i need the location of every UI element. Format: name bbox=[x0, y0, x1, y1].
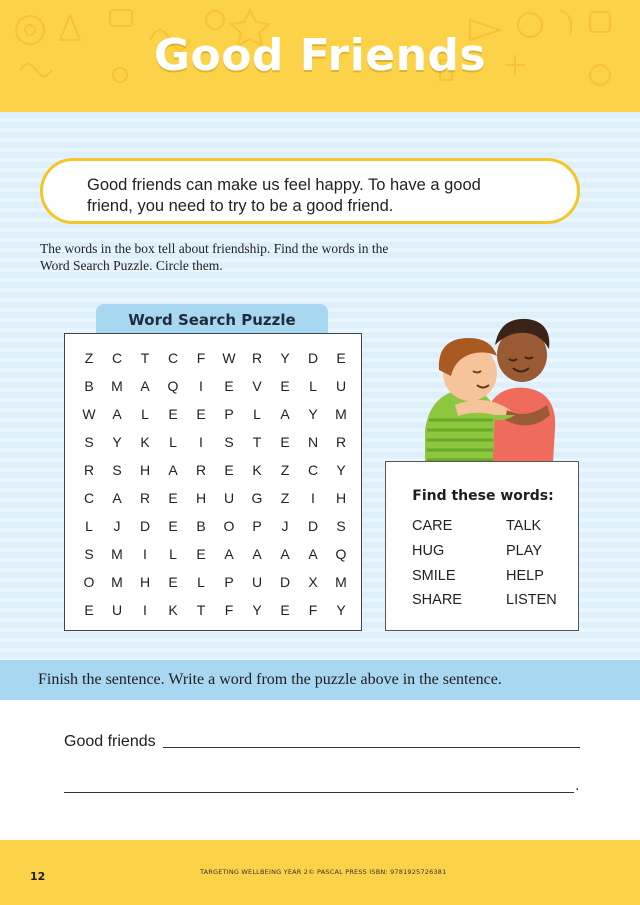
grid-letter[interactable]: J bbox=[113, 518, 121, 534]
word-item: HELP bbox=[506, 568, 544, 584]
sentence-start: Good friends bbox=[64, 733, 156, 750]
grid-letter[interactable]: A bbox=[112, 406, 122, 422]
grid-letter[interactable]: P bbox=[224, 406, 234, 422]
grid-letter[interactable]: Y bbox=[336, 602, 346, 618]
grid-letter[interactable]: D bbox=[307, 350, 319, 366]
word-item: SHARE bbox=[412, 592, 462, 608]
grid-letter[interactable]: E bbox=[224, 378, 234, 394]
grid-letter[interactable]: B bbox=[196, 518, 206, 534]
grid-letter[interactable]: F bbox=[224, 602, 234, 618]
grid-letter[interactable]: S bbox=[84, 546, 94, 562]
grid-letter[interactable]: Z bbox=[280, 462, 290, 478]
word-item: LISTEN bbox=[506, 592, 557, 608]
grid-letter[interactable]: H bbox=[139, 574, 151, 590]
activity-instruction: Finish the sentence. Write a word from the puzzle above in the sentence. bbox=[38, 671, 502, 688]
grid-letter[interactable]: Y bbox=[112, 434, 122, 450]
grid-letter[interactable]: F bbox=[308, 602, 318, 618]
grid-letter[interactable]: S bbox=[336, 518, 346, 534]
grid-letter[interactable]: P bbox=[252, 518, 262, 534]
grid-letter[interactable]: Z bbox=[84, 350, 94, 366]
grid-letter[interactable]: A bbox=[280, 546, 290, 562]
intro-line-2: friend, you need to try to be a good friend. bbox=[87, 197, 394, 215]
grid-letter[interactable]: I bbox=[199, 378, 203, 394]
grid-letter[interactable]: I bbox=[199, 434, 203, 450]
grid-letter[interactable]: L bbox=[309, 378, 317, 394]
intro-callout bbox=[40, 158, 580, 224]
grid-letter[interactable]: R bbox=[335, 434, 347, 450]
word-item: CARE bbox=[412, 518, 453, 534]
grid-letter[interactable]: J bbox=[281, 518, 289, 534]
grid-letter[interactable]: D bbox=[139, 518, 151, 534]
grid-letter[interactable]: O bbox=[83, 574, 95, 590]
grid-letter[interactable]: V bbox=[252, 378, 262, 394]
activity-instruction-band bbox=[0, 660, 640, 700]
grid-letter[interactable]: K bbox=[140, 434, 150, 450]
grid-letter[interactable]: A bbox=[112, 490, 122, 506]
grid-letter[interactable]: L bbox=[197, 574, 205, 590]
grid-letter[interactable]: U bbox=[111, 602, 123, 618]
grid-letter[interactable]: U bbox=[223, 490, 235, 506]
grid-letter[interactable]: L bbox=[169, 434, 177, 450]
grid-letter[interactable]: E bbox=[280, 378, 290, 394]
intro-text bbox=[87, 175, 557, 217]
grid-letter[interactable]: M bbox=[111, 546, 123, 562]
grid-letter[interactable]: T bbox=[196, 602, 206, 618]
grid-letter[interactable]: S bbox=[112, 462, 122, 478]
grid-letter[interactable]: H bbox=[335, 490, 347, 506]
grid-letter[interactable]: Y bbox=[308, 406, 318, 422]
grid-letter[interactable]: Q bbox=[167, 378, 179, 394]
grid-letter[interactable]: E bbox=[84, 602, 94, 618]
grid-letter[interactable]: M bbox=[335, 406, 347, 422]
page-number: 12 bbox=[30, 870, 46, 883]
word-item: SMILE bbox=[412, 568, 456, 584]
grid-letter[interactable]: I bbox=[143, 602, 147, 618]
grid-letter[interactable]: N bbox=[307, 434, 319, 450]
grid-letter[interactable]: W bbox=[222, 350, 236, 366]
grid-letter[interactable]: C bbox=[111, 350, 123, 366]
grid-letter[interactable]: Z bbox=[280, 490, 290, 506]
grid-letter[interactable]: T bbox=[140, 350, 150, 366]
grid-letter[interactable]: S bbox=[224, 434, 234, 450]
grid-letter[interactable]: L bbox=[253, 406, 261, 422]
grid-letter[interactable]: I bbox=[143, 546, 147, 562]
grid-letter[interactable]: I bbox=[311, 490, 315, 506]
grid-letter[interactable]: E bbox=[168, 518, 178, 534]
grid-letter[interactable]: E bbox=[196, 546, 206, 562]
word-search-grid bbox=[64, 333, 362, 631]
sentence-end-mark: . bbox=[575, 778, 580, 794]
word-list-box bbox=[385, 461, 579, 631]
grid-letter[interactable]: P bbox=[224, 574, 234, 590]
grid-letter[interactable]: B bbox=[84, 378, 94, 394]
grid-letter[interactable]: M bbox=[335, 574, 347, 590]
grid-letter[interactable]: O bbox=[223, 518, 235, 534]
grid-letter[interactable]: E bbox=[168, 406, 178, 422]
word-item: PLAY bbox=[506, 543, 543, 559]
page-title: Good Friends bbox=[153, 30, 487, 81]
grid-letter[interactable]: E bbox=[224, 462, 234, 478]
grid-letter[interactable]: A bbox=[308, 546, 318, 562]
grid-letter[interactable]: T bbox=[252, 434, 262, 450]
grid-letter[interactable]: M bbox=[111, 574, 123, 590]
grid-letter[interactable]: W bbox=[82, 406, 96, 422]
intro-line-1: Good friends can make us feel happy. To have a good bbox=[87, 176, 481, 194]
grid-letter[interactable]: K bbox=[252, 462, 262, 478]
footer-credit: TARGETING WELLBEING YEAR 2© PASCAL PRESS ISBN: 9781925726381 bbox=[200, 868, 447, 876]
writing-line-2[interactable] bbox=[64, 792, 574, 793]
grid-letter[interactable]: A bbox=[168, 462, 178, 478]
grid-letter[interactable]: L bbox=[85, 518, 93, 534]
instructions-line-1: The words in the box tell about friendship. Find the words in the bbox=[40, 241, 389, 256]
grid-letter[interactable]: Y bbox=[336, 462, 346, 478]
grid-letter[interactable]: Y bbox=[280, 350, 290, 366]
grid-letter[interactable]: C bbox=[307, 462, 319, 478]
instructions bbox=[40, 240, 460, 274]
grid-letter[interactable]: E bbox=[196, 406, 206, 422]
grid-letter[interactable]: A bbox=[280, 406, 290, 422]
grid-letter[interactable]: Q bbox=[335, 546, 347, 562]
grid-letter[interactable]: E bbox=[168, 490, 178, 506]
grid-letter[interactable]: R bbox=[139, 490, 151, 506]
grid-letter[interactable]: X bbox=[308, 574, 318, 590]
grid-letter[interactable]: M bbox=[111, 378, 123, 394]
grid-letter[interactable]: E bbox=[168, 574, 178, 590]
grid-letter[interactable]: D bbox=[279, 574, 291, 590]
grid-letter[interactable]: R bbox=[195, 462, 207, 478]
page-footer bbox=[0, 840, 640, 905]
writing-line-1[interactable] bbox=[163, 747, 580, 748]
grid-letter[interactable]: F bbox=[196, 350, 206, 366]
grid-letter[interactable]: A bbox=[252, 546, 262, 562]
word-search-title: Word Search Puzzle bbox=[96, 304, 328, 334]
hugging-friends-illustration bbox=[425, 315, 560, 463]
grid-letter[interactable]: Y bbox=[252, 602, 262, 618]
grid-letter[interactable]: D bbox=[307, 518, 319, 534]
grid-letter[interactable]: E bbox=[336, 350, 346, 366]
grid-letter[interactable]: E bbox=[280, 602, 290, 618]
grid-letter[interactable]: L bbox=[141, 406, 149, 422]
grid-letter[interactable]: R bbox=[251, 350, 263, 366]
word-item: TALK bbox=[506, 518, 542, 534]
grid-letter[interactable]: H bbox=[139, 462, 151, 478]
grid-letter[interactable]: K bbox=[168, 602, 178, 618]
instructions-line-2: Word Search Puzzle. Circle them. bbox=[40, 258, 223, 273]
grid-letter[interactable]: C bbox=[167, 350, 179, 366]
grid-letter[interactable]: C bbox=[83, 490, 95, 506]
grid-letter[interactable]: E bbox=[280, 434, 290, 450]
word-item: HUG bbox=[412, 543, 445, 559]
grid-letter[interactable]: L bbox=[169, 546, 177, 562]
grid-letter[interactable]: A bbox=[224, 546, 234, 562]
grid-letter[interactable]: U bbox=[335, 378, 347, 394]
grid-letter[interactable]: G bbox=[251, 490, 263, 506]
grid-letter[interactable]: S bbox=[84, 434, 94, 450]
grid-letter[interactable]: U bbox=[251, 574, 263, 590]
grid-letter[interactable]: H bbox=[195, 490, 207, 506]
grid-letter[interactable]: A bbox=[140, 378, 150, 394]
word-list-title: Find these words: bbox=[412, 488, 554, 504]
grid-letter[interactable]: R bbox=[83, 462, 95, 478]
